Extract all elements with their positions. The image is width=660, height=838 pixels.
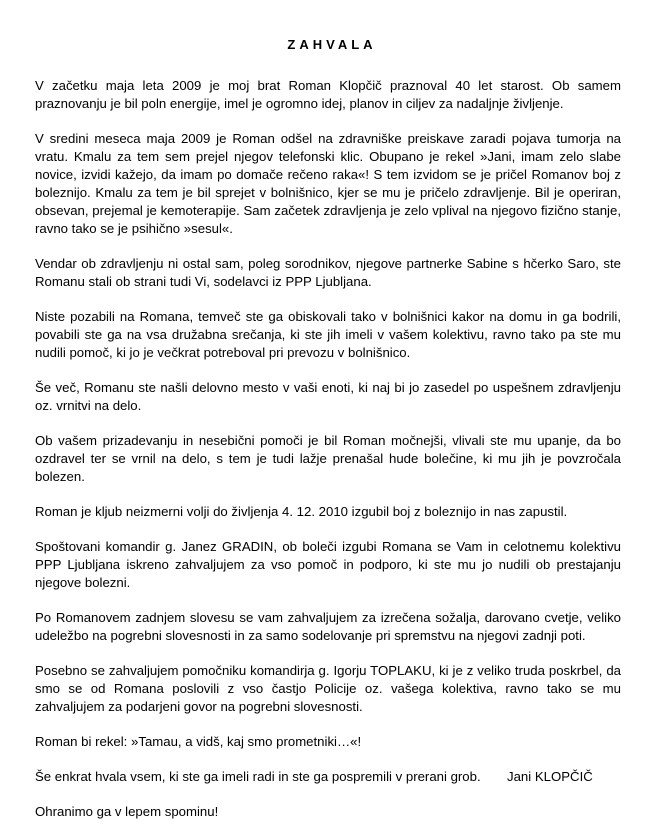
paragraph-2: V sredini meseca maja 2009 je Roman odšel na zdravniške preiskave zaradi pojava tumorja na vratu. Kmalu za tem sem prejel njegov telefonski klic. Obupano je rekel »Jani, imam zelo slabe novice, izvidi kažejo, da imam po domače rečeno raka«! S tem izvidom se je pričel Romanov boj z boleznijo. Kmalu za tem je bil sprejet v bolnišnico, kjer se mu je pričelo zdravljenje. Bil je operiran, obsevan, prejemal je kemoterapije. Sam začetek zdravljenja je zelo vplival na njegovo fizično stanje, ravno tako se je psihično »sesul«.: [35, 131, 621, 236]
signature: Jani KLOPČIČ: [507, 769, 593, 784]
paragraph-9: Po Romanovem zadnjem slovesu se vam zahvaljujem za izrečena sožalja, darovano cvetje, veliko udeležbo na pogrebni slovesnosti in za samo sodelovanje pri spremstvu na njegovi zadnji poti.: [35, 610, 621, 643]
document-title: ZAHVALA: [287, 37, 377, 52]
paragraph-6: Ob vašem prizadevanju in nesebični pomoči je bil Roman močnejši, vlivali ste mu upanje, da bo ozdravel ter se vrnil na delo, s tem je tudi lažje prenašal hude bolečine, ki mu jih je povzročala bolezen.: [35, 433, 621, 484]
paragraph-7: Roman je kljub neizmerni volji do življenja 4. 12. 2010 izgubil boj z boleznijo in nas zapustil.: [35, 504, 568, 519]
paragraph-4: Niste pozabili na Romana, temveč ste ga obiskovali tako v bolnišnici kakor na domu in ga bodrili, povabili ste ga na vsa družabna srečanja, ki ste jih imeli v vašem kolektivu, ravno tako pa ste mu nudili pomoč, ki jo je večkrat potreboval pri prevozu v bolnišnico.: [35, 309, 621, 360]
paragraph-12: Še enkrat hvala vsem, ki ste ga imeli radi in ste ga pospremili v prerani grob.: [35, 769, 481, 784]
document-body: [35, 77, 621, 838]
paragraph-3: Vendar ob zdravljenju ni ostal sam, poleg sorodnikov, njegove partnerke Sabine s hčerko Saro, ste Romanu stali ob strani tudi Vi, sodelavci iz PPP Ljubljana.: [35, 256, 621, 289]
paragraph-10: Posebno se zahvaljujem pomočniku komandirja g. Igorju TOPLAKU, ki je z veliko truda poskrbel, da smo se od Romana poslovili z vso častjo Policije oz. vašega kolektiva, ravno tako se mu zahvaljujem za podarjeni govor na pogrebni slovesnosti.: [35, 663, 621, 714]
paragraph-5: Še več, Romanu ste našli delovno mesto v vaši enoti, ki naj bi jo zasedel po uspešnem zdravljenju oz. vrnitvi na delo.: [35, 380, 621, 413]
paragraph-11: Roman bi rekel: »Tamau, a vidš, kaj smo prometniki…«!: [35, 734, 362, 749]
paragraph-8: Spoštovani komandir g. Janez GRADIN, ob boleči izgubi Romana se Vam in celotnemu kolektivu PPP Ljubljana iskreno zahvaljujem za vso pomoč in podporo, ki ste mu jo nudili ob prestajanju njegove bolezni.: [35, 539, 621, 590]
paragraph-13: Ohranimo ga v lepem spominu!: [35, 804, 219, 819]
paragraph-1: V začetku maja leta 2009 je moj brat Roman Klopčič praznoval 40 let starost. Ob samem praznovanju je bil poln energije, imel je ogromno idej, planov in ciljev za nadaljnje življenje.: [35, 78, 621, 111]
